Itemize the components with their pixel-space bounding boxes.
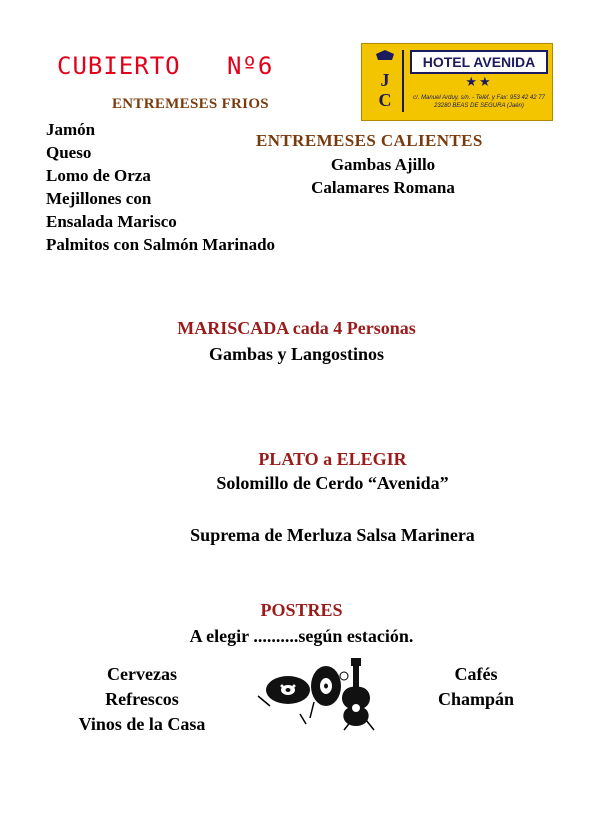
monogram-icon — [370, 50, 404, 112]
hotel-logo — [361, 43, 553, 121]
drinks-left-list — [62, 662, 222, 737]
address-line-1: c/. Manuel Arduy, s/n. - Teléf. y Fax: 953 42 42 77 — [413, 95, 545, 101]
drinks-right-list — [420, 662, 532, 712]
hotel-stars: ★★ — [465, 74, 493, 89]
mariscada-item: Gambas y Langostinos — [208, 344, 385, 364]
list-item: Champán — [437, 689, 515, 709]
list-item: Jamón — [46, 120, 96, 139]
address-line-2: 23280 BEAS DE SEGURA (Jaén) — [434, 103, 524, 109]
menu-title: CUBIERTO Nº6 — [57, 52, 274, 80]
list-item: Refrescos — [105, 689, 179, 709]
list-item: Calamares Romana — [311, 178, 455, 197]
postres-item: A elegir ..........según estación. — [189, 626, 414, 646]
list-item: Lomo de Orza — [46, 166, 151, 185]
plato-item-1: Solomillo de Cerdo “Avenida” — [216, 473, 449, 493]
plato-heading: PLATO a ELEGIR — [258, 449, 407, 469]
list-item: Ensalada Marisco — [46, 212, 177, 231]
entremeses-frios-heading: ENTREMESES FRIOS — [112, 96, 269, 112]
list-item: Palmitos con Salmón Marinado — [46, 235, 276, 254]
list-item: Vinos de la Casa — [78, 714, 206, 734]
plato-item-2: Suprema de Merluza Salsa Marinera — [190, 525, 475, 545]
list-item: Cervezas — [107, 664, 177, 684]
hotel-address — [410, 94, 548, 110]
hotel-name: HOTEL AVENIDA — [410, 50, 548, 74]
list-item: Queso — [46, 143, 92, 162]
entremeses-calientes-list — [296, 153, 470, 199]
svg-text:C: C — [378, 90, 392, 110]
entremeses-frios-list — [46, 118, 275, 256]
list-item: Cafés — [454, 664, 498, 684]
svg-text:J: J — [380, 70, 390, 90]
mariscada-heading: MARISCADA cada 4 Personas — [177, 318, 416, 338]
music-records-guitar-icon — [256, 656, 386, 732]
postres-heading: POSTRES — [260, 600, 343, 620]
list-item: Mejillones con — [46, 189, 152, 208]
entremeses-calientes-heading: ENTREMESES CALIENTES — [256, 131, 483, 150]
list-item: Gambas Ajillo — [330, 155, 436, 174]
